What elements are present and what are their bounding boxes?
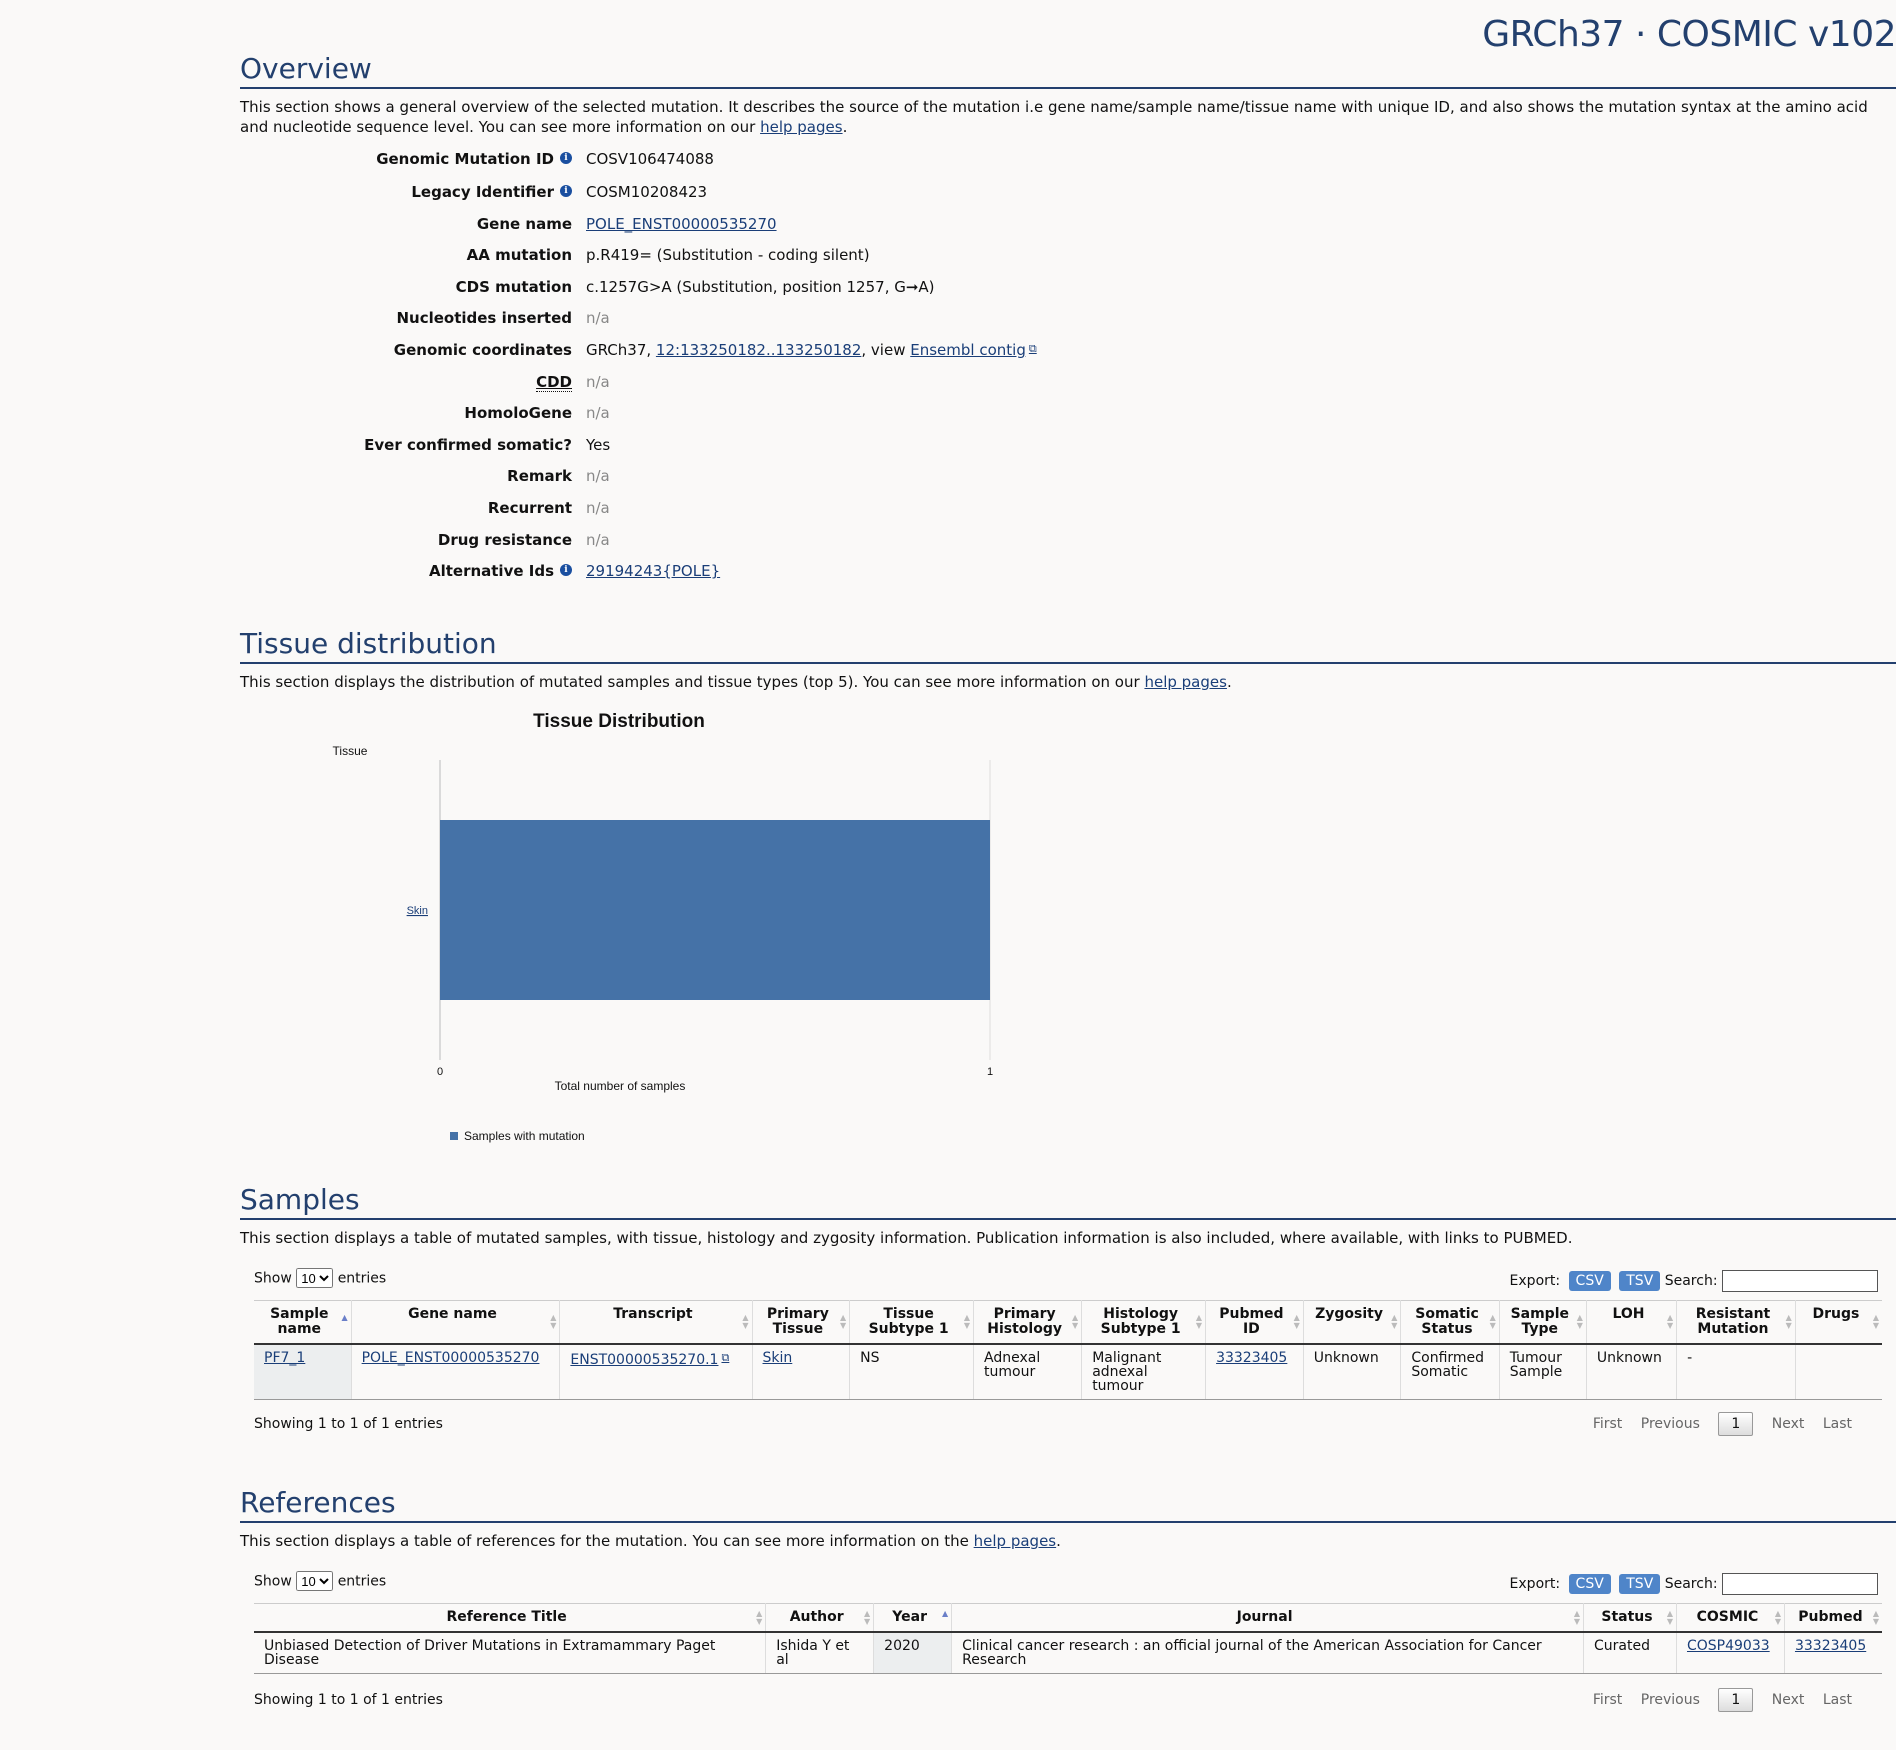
author-cell: Ishida Y et al (766, 1632, 874, 1674)
pager-previous[interactable]: Previous (1640, 1416, 1700, 1432)
col-header[interactable]: LOH ▲ ▼ (1586, 1301, 1676, 1345)
x-tick-label: 0 (436, 1066, 444, 1078)
overview-section (240, 52, 1896, 137)
col-header[interactable]: COSMIC ▲ ▼ (1676, 1604, 1784, 1633)
entries-label: entries (337, 1270, 387, 1287)
sort-icon: ▲ ▼ (1072, 1313, 1079, 1330)
col-header[interactable]: Primary Histology ▲ ▼ (974, 1301, 1082, 1345)
somatic-status-cell: Confirmed Somatic (1401, 1344, 1499, 1400)
cdd-label: CDD (536, 373, 572, 391)
samples-toolbar (1510, 1270, 1878, 1292)
tissue-section (240, 627, 1896, 692)
col-header[interactable]: Transcript ▲ ▼ (560, 1301, 752, 1345)
field-label: Alternative Ids (428, 562, 554, 580)
field-label: Remark (507, 467, 572, 485)
sort-icon: ▲ ▼ (963, 1313, 971, 1330)
samples-description: This section displays a table of mutated samples, with tissue, histology and zygosity information. Publication information is also included, where available, with links to PUBMED. (240, 1229, 1573, 1247)
external-link-icon: ⧉ (721, 1351, 730, 1364)
tissue-help-link[interactable]: help pages (1144, 673, 1227, 691)
sort-icon: ▲ ▼ (756, 1608, 763, 1626)
genomic-mutation-id-value: COSV106474088 (586, 150, 714, 168)
alternative-ids-link[interactable]: 29194243{POLE} (586, 562, 721, 580)
brand-title: GRCh37 · COSMIC v102 (1482, 14, 1896, 55)
overview-heading: Overview (240, 52, 1896, 89)
references-page-length-select[interactable] (296, 1571, 333, 1591)
sort-icon: ▲ ▼ (864, 1608, 871, 1626)
references-section (240, 1486, 1896, 1551)
zygosity-cell: Unknown (1303, 1344, 1401, 1400)
drugs-cell (1795, 1344, 1882, 1400)
samples-search-input[interactable] (1722, 1270, 1878, 1292)
col-header[interactable]: Resistant Mutation ▲ ▼ (1677, 1301, 1796, 1345)
col-header[interactable]: Sample name ▲ (254, 1301, 351, 1345)
ever-confirmed-value: Yes (586, 436, 611, 454)
col-header[interactable]: Primary Tissue ▲ ▼ (752, 1301, 850, 1345)
cds-mutation-value: c.1257G>A (Substitution, position 1257, G➞A) (586, 278, 935, 296)
samples-heading: Samples (240, 1183, 1896, 1220)
cdd-value: n/a (586, 373, 610, 391)
references-help-link[interactable]: help pages (973, 1532, 1057, 1550)
col-header[interactable]: Tissue Subtype 1 ▲ ▼ (850, 1301, 974, 1345)
status-cell: Curated (1584, 1632, 1677, 1674)
sample-type-cell: Tumour Sample (1499, 1344, 1586, 1400)
references-csv-button[interactable]: CSV (1569, 1574, 1611, 1594)
y-category-label[interactable]: Skin (406, 905, 428, 917)
references-search-input[interactable] (1722, 1573, 1878, 1595)
col-header[interactable]: Author ▲ ▼ (766, 1604, 874, 1633)
col-header[interactable]: Drugs ▲ ▼ (1795, 1301, 1882, 1345)
x-tick-label: 1 (986, 1066, 994, 1078)
sort-icon: ▲ ▼ (1774, 1608, 1781, 1626)
pubmed-link[interactable]: 33323405 (1216, 1350, 1288, 1366)
aa-mutation-value: p.R419= (Substitution - coding silent) (586, 246, 870, 264)
sort-asc-icon: ▲ (341, 1313, 348, 1322)
samples-tsv-button[interactable]: TSV (1619, 1271, 1660, 1291)
primary-tissue-link[interactable]: Skin (762, 1350, 793, 1366)
samples-table (254, 1300, 1882, 1400)
field-label: Genomic Mutation ID (376, 150, 554, 168)
field-label: AA mutation (466, 246, 572, 264)
show-label: Show (254, 1270, 292, 1287)
genomic-coordinates-value (586, 341, 1037, 359)
table-row (254, 1344, 1882, 1400)
sort-asc-icon: ▲ (941, 1608, 949, 1618)
homologene-value: n/a (586, 404, 610, 422)
pager-current-page[interactable]: 1 (1718, 1688, 1753, 1712)
info-icon[interactable]: i (560, 152, 572, 164)
col-header[interactable]: Pubmed ID ▲ ▼ (1206, 1301, 1304, 1345)
journal-cell: Clinical cancer research : an official journal of the American Association for Cancer Research (952, 1632, 1584, 1674)
col-header[interactable]: Journal ▲ ▼ (952, 1604, 1584, 1633)
field-label: Genomic coordinates (393, 341, 572, 359)
field-label: CDS mutation (455, 278, 572, 296)
reference-title-cell: Unbiased Detection of Driver Mutations in Extramammary Paget Disease (254, 1632, 766, 1674)
sort-icon: ▲ ▼ (1666, 1313, 1674, 1330)
chart-x-axis-label: Total number of samples (554, 1079, 686, 1093)
sort-icon: ▲ ▼ (1666, 1608, 1673, 1626)
sort-icon: ▲ ▼ (742, 1313, 749, 1330)
chart-plot-area (407, 760, 993, 1078)
field-label: Gene name (476, 215, 572, 233)
sort-icon: ▲ ▼ (1195, 1313, 1203, 1330)
histology-subtype-cell: Malignant adnexal tumour (1082, 1344, 1206, 1400)
col-header[interactable]: Pubmed ▲ ▼ (1784, 1604, 1882, 1633)
samples-pagination (1579, 1412, 1852, 1436)
sort-icon: ▲ ▼ (1576, 1313, 1583, 1330)
show-label: Show (254, 1573, 292, 1590)
references-desc-text: This section displays a table of references for the mutation. You can see more information on the (240, 1532, 969, 1550)
field-label: Legacy Identifier (411, 183, 554, 201)
tissue-subtype-cell: NS (850, 1344, 974, 1400)
chart-title: Tissue Distribution (533, 711, 705, 732)
overview-description: This section shows a general overview of the selected mutation. It describes the source of the mutation i.e gene name/sample name/tissue name with unique ID, and also shows the mutation syntax at the amino acid and nucleotide sequence level. You can see more information on our help pages. (240, 98, 1868, 136)
col-header[interactable]: Year ▲ (874, 1604, 952, 1633)
loh-cell: Unknown (1586, 1344, 1676, 1400)
references-pagination (1579, 1688, 1852, 1712)
bar-skin (440, 820, 990, 1000)
pager-next[interactable]: Next (1771, 1416, 1805, 1432)
resistant-mutation-cell: - (1677, 1344, 1796, 1400)
chart-y-axis-label: Tissue (332, 744, 368, 758)
sort-icon: ▲ ▼ (1293, 1313, 1300, 1330)
col-header[interactable]: Histology Subtype 1 ▲ ▼ (1082, 1301, 1206, 1345)
remark-value: n/a (586, 467, 610, 485)
references-description: This section displays a table of references for the mutation. You can see more information on the help pages. (240, 1532, 1061, 1550)
references-table-info: Showing 1 to 1 of 1 entries (254, 1692, 443, 1708)
sample-name-link[interactable]: PF7_1 (264, 1350, 306, 1366)
legacy-identifier-value: COSM10208423 (586, 183, 708, 201)
samples-table-info: Showing 1 to 1 of 1 entries (254, 1416, 443, 1432)
export-label: Export: (1509, 1576, 1561, 1592)
field-label: Nucleotides inserted (396, 309, 572, 327)
search-label: Search: (1664, 1273, 1718, 1289)
col-header[interactable]: Zygosity ▲ ▼ (1303, 1301, 1401, 1345)
samples-csv-button[interactable]: CSV (1569, 1271, 1611, 1291)
pager-last[interactable]: Last (1822, 1416, 1852, 1432)
tissue-description: This section displays the distribution of mutated samples and tissue types (top 5). You can see more information on our help pages. (240, 673, 1232, 691)
overview-help-link[interactable]: help pages (760, 118, 843, 136)
gene-name-link[interactable]: POLE_ENST00000535270 (586, 215, 777, 233)
overview-desc-text: This section shows a general overview of the selected mutation. It describes the source of the mutation i.e gene name/sample name/tissue name with unique ID, and also shows the mutation syntax at the amino acid and nucleotide sequence level. You can see more information on our (240, 98, 1868, 136)
references-tsv-button[interactable]: TSV (1619, 1574, 1660, 1594)
pager-next[interactable]: Next (1771, 1692, 1805, 1708)
nucleotides-inserted-value: n/a (586, 309, 610, 327)
coordinates-link[interactable]: 12:133250182..133250182 (655, 341, 862, 359)
pager-previous[interactable]: Previous (1640, 1692, 1700, 1708)
col-header[interactable]: Status ▲ ▼ (1584, 1604, 1677, 1633)
field-label: Ever confirmed somatic? (364, 436, 572, 454)
col-header[interactable]: Gene name ▲ ▼ (351, 1301, 560, 1345)
view-text: , view (861, 341, 906, 359)
external-link-icon: ⧉ (1028, 342, 1037, 355)
pager-last[interactable]: Last (1822, 1692, 1852, 1708)
references-length-control (254, 1571, 386, 1591)
export-label: Export: (1509, 1273, 1561, 1289)
col-header[interactable]: Reference Title ▲ ▼ (254, 1604, 766, 1633)
samples-page-length-select[interactable] (296, 1268, 333, 1288)
pubmed-link[interactable]: 33323405 (1794, 1638, 1867, 1654)
tissue-desc-text: This section displays the distribution of mutated samples and tissue types (top 5). You can see more information on our (240, 673, 1140, 691)
year-cell: 2020 (874, 1632, 952, 1674)
sort-icon: ▲ ▼ (1489, 1313, 1496, 1330)
tissue-distribution-chart (300, 700, 1060, 1160)
samples-section (240, 1183, 1896, 1248)
entries-label: entries (337, 1573, 387, 1590)
sort-icon: ▲ ▼ (840, 1313, 847, 1330)
references-table (254, 1603, 1882, 1674)
info-icon[interactable]: i (560, 564, 572, 576)
sort-icon: ▲ ▼ (1872, 1608, 1879, 1626)
field-label: Recurrent (487, 499, 572, 517)
drug-resistance-value: n/a (586, 531, 610, 549)
recurrent-value: n/a (586, 499, 610, 517)
legend-label: Samples with mutation (464, 1129, 585, 1143)
sort-icon: ▲ ▼ (1872, 1313, 1879, 1330)
pager-first[interactable]: First (1592, 1416, 1623, 1432)
pager-first[interactable]: First (1592, 1692, 1623, 1708)
pager-current-page[interactable]: 1 (1718, 1412, 1753, 1436)
col-header[interactable]: Somatic Status ▲ ▼ (1401, 1301, 1499, 1345)
field-label: HomoloGene (464, 404, 572, 422)
samples-length-control (254, 1268, 386, 1288)
search-label: Search: (1664, 1576, 1718, 1592)
legend-swatch (450, 1132, 458, 1140)
col-header[interactable]: Sample Type ▲ ▼ (1499, 1301, 1586, 1345)
transcript-link[interactable]: ENST00000535270.1 (570, 1352, 719, 1368)
tissue-heading: Tissue distribution (240, 627, 1896, 664)
assembly-text: GRCh37, (586, 341, 652, 359)
info-icon[interactable]: i (560, 185, 572, 197)
sort-icon: ▲ ▼ (1785, 1313, 1792, 1330)
sort-icon: ▲ ▼ (550, 1313, 557, 1330)
primary-histology-cell: Adnexal tumour (974, 1344, 1082, 1400)
sort-icon: ▲ ▼ (1391, 1313, 1398, 1330)
references-toolbar (1510, 1573, 1878, 1595)
cosmic-link[interactable]: COSP49033 (1686, 1638, 1770, 1654)
ensembl-contig-link[interactable]: Ensembl contig (910, 341, 1026, 359)
field-label: Drug resistance (437, 531, 572, 549)
table-row (254, 1632, 1882, 1674)
gene-name-link[interactable]: POLE_ENST00000535270 (361, 1350, 540, 1366)
references-heading: References (240, 1486, 1896, 1523)
sort-icon: ▲ ▼ (1573, 1608, 1581, 1626)
